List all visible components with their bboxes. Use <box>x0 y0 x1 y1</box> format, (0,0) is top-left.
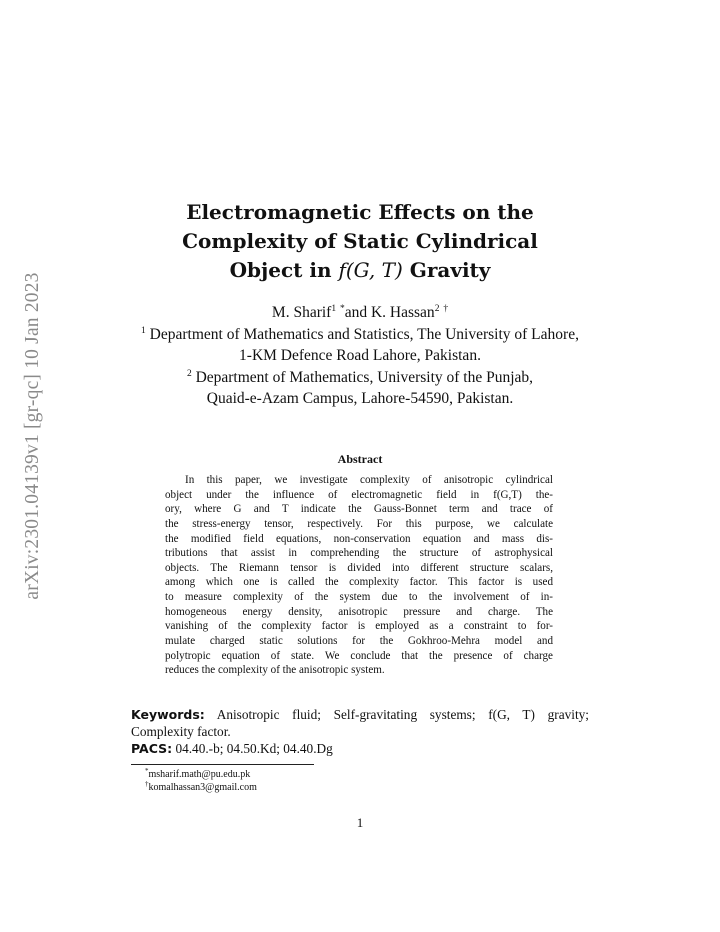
title-line-1: Electromagnetic Effects on the <box>186 200 534 224</box>
author-joiner: and K. Hassan <box>344 304 435 321</box>
abstract-line: polytropic equation of state. We conclude that the presence of charge <box>165 649 553 662</box>
title-line-3 <box>110 256 610 285</box>
footnote-1-email: msharif.math@pu.edu.pk <box>148 769 251 780</box>
abstract-line: objects. The Riemann tensor is divided into different structure scalars, <box>165 561 553 574</box>
author-2-footnote-mark: † <box>443 304 449 314</box>
footnote-divider <box>131 764 314 765</box>
abstract-line: homogeneous energy density, anisotropic pressure and charge. The <box>165 605 553 618</box>
title-line-3-prefix: Object in <box>229 258 339 282</box>
author-2-affiliation-mark: 2 <box>434 304 440 314</box>
affiliation-2 <box>110 367 610 409</box>
abstract-line: mulate charged static solutions for the Gokhroo-Mehra model and <box>165 635 553 648</box>
abstract-line: object under the influence of electromagnetic field in f(G,T) the- <box>165 488 553 501</box>
affiliation-1-line-1 <box>110 324 610 345</box>
affiliation-2-text-1: Department of Mathematics, University of the Punjab, <box>191 369 534 386</box>
footnote-1 <box>145 768 250 781</box>
author-1-affiliation-mark: 1 <box>331 304 337 314</box>
footnote-2-mark: † <box>145 780 149 788</box>
abstract-line: tributions that assist in comprehending the structure of astrophysical <box>165 547 553 560</box>
abstract-body <box>165 473 553 678</box>
affiliation-1-text-1: Department of Mathematics and Statistics, The University of Lahore, <box>145 326 579 343</box>
footnote-2-email: komalhassan3@gmail.com <box>148 782 257 793</box>
affiliation-2-mark: 2 <box>186 369 192 379</box>
abstract-heading: Abstract <box>337 452 383 466</box>
arxiv-identifier-stamp <box>16 236 50 636</box>
abstract-line: ory, where G and T indicate the Gauss-Bonnet term and trace of <box>165 503 553 516</box>
keywords-label: Keywords: <box>131 707 205 722</box>
abstract-line: reduces the complexity of the anisotropic system. <box>165 664 385 677</box>
arxiv-identifier-text: arXiv:2301.04139v1 [gr-qc] 10 Jan 2023 <box>22 272 43 600</box>
keywords-line-2: Complexity factor. <box>131 724 231 739</box>
affiliation-1-mark: 1 <box>141 326 146 336</box>
footnote-2 <box>145 781 257 794</box>
affiliation-1-line-2: 1-KM Defence Road Lahore, Pakistan. <box>239 347 481 364</box>
affiliation-2-line-1 <box>110 367 610 388</box>
abstract-line: In this paper, we investigate complexity of anisotropic cylindrical <box>185 474 553 486</box>
author-1-footnote-mark: * <box>339 304 345 314</box>
keywords-line-1 <box>131 706 589 723</box>
pacs-line <box>131 740 589 757</box>
page-number: 1 <box>356 815 364 830</box>
title-line-3-suffix: Gravity <box>402 258 491 282</box>
abstract-line: among which one is called the complexity factor. This factor is used <box>165 576 553 589</box>
affiliation-2-line-2: Quaid-e-Azam Campus, Lahore-54590, Pakistan. <box>206 390 514 407</box>
abstract-line: the modified field equations, non-conservation equation and mass dis- <box>165 532 553 545</box>
pacs-value: 04.40.-b; 04.50.Kd; 04.40.Dg <box>175 741 333 756</box>
abstract-line: the stress-energy tensor, respectively. For this purpose, we calculate <box>165 517 553 530</box>
title-line-2: Complexity of Static Cylindrical <box>182 229 538 253</box>
footnote-1-mark: * <box>145 767 149 775</box>
abstract-line: vanishing of the complexity factor is employed as a constraint to for- <box>165 620 553 633</box>
affiliation-1 <box>110 324 610 366</box>
paper-title <box>110 198 610 285</box>
keywords-block <box>131 706 589 757</box>
abstract-line: to measure complexity of the system due to the involvement of in- <box>165 591 553 604</box>
author-list <box>110 302 610 323</box>
keywords-text-1: Anisotropic fluid; Self-gravitating systems; f(G, T) gravity; <box>216 707 589 722</box>
author-1-name: M. Sharif <box>271 304 332 321</box>
pacs-label: PACS: <box>131 741 173 756</box>
title-math-fgt: f(G, T) <box>338 258 403 282</box>
